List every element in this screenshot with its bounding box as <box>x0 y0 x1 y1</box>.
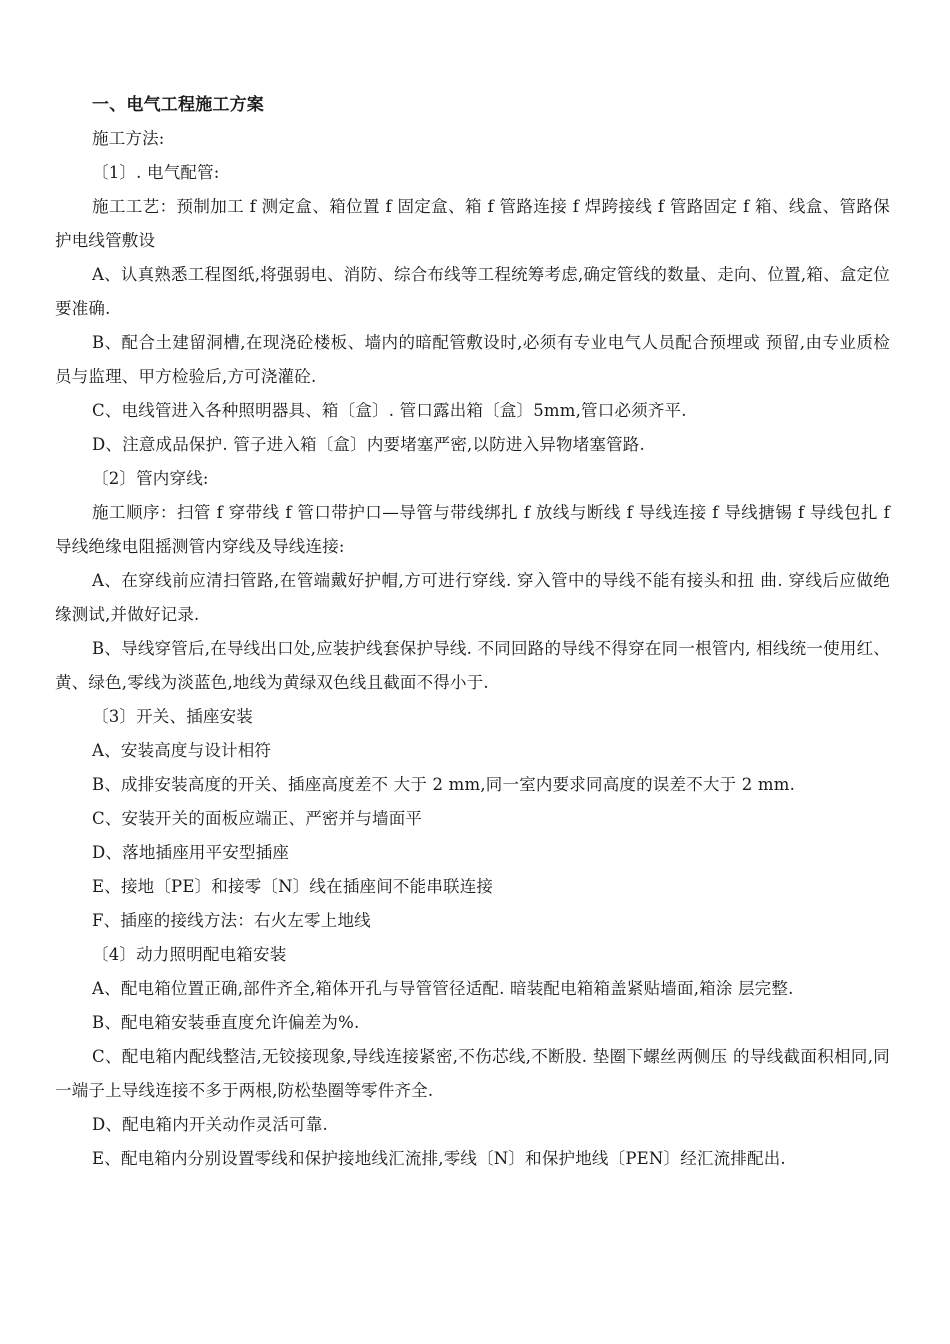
paragraph-conduit-process: 施工工艺：预制加工 f 测定盒、箱位置 f 固定盒、箱 f 管路连接 f 焊跨接线 f 管路固定 f 箱、线盒、管路保护电线管敷设 <box>55 197 890 250</box>
paragraph-wiring-sequence: 施工顺序：扫管 f 穿带线 f 管口带护口—导管与带线绑扎 f 放线与断线 f 导线连接 f 导线搪锡 f 导线包扎 f 导线绝缘电阻摇测管内穿线及导线连接: <box>55 503 890 556</box>
paragraph-wiring-b: B、导线穿管后,在导线出口处,应装护线套保护导线. 不同回路的导线不得穿在同一根管内, 相线统一使用红、黄、绿色,零线为淡蓝色,地线为黄绿双色线且截面不得小于. <box>55 639 890 692</box>
paragraph-subheading-wiring: 〔2〕管内穿线: <box>92 469 209 488</box>
section-heading: 一、电气工程施工方案 <box>92 95 264 115</box>
paragraph-box-a: A、配电箱位置正确,部件齐全,箱体开孔与导管管径适配. 暗装配电箱箱盖紧贴墙面,箱涂 层完整. <box>92 979 794 998</box>
paragraph-switches-a: A、安装高度与设计相符 <box>92 741 272 760</box>
paragraph-conduit-d: D、注意成品保护. 管子进入箱〔盒〕内要堵塞严密,以防进入异物堵塞管路. <box>92 435 645 454</box>
paragraph-switches-f: F、插座的接线方法：右火左零上地线 <box>92 911 371 930</box>
paragraph-switches-d: D、落地插座用平安型插座 <box>92 843 290 862</box>
paragraph-conduit-b: B、配合土建留洞槽,在现浇砼楼板、墙内的暗配管敷设时,必须有专业电气人员配合预埋或 预留,由专业质检员与监理、甲方检验后,方可浇灌砼. <box>55 333 890 386</box>
paragraph-box-c: C、配电箱内配线整洁,无铰接现象,导线连接紧密,不伤芯线,不断股. 垫圈下螺丝两侧压 的导线截面积相同,同一端子上导线连接不多于两根,防松垫圈等零件齐全. <box>55 1047 890 1100</box>
paragraph-box-b: B、配电箱安装垂直度允许偏差为%. <box>92 1013 360 1032</box>
paragraph-construction-method: 施工方法: <box>92 129 165 148</box>
paragraph-conduit-c: C、电线管进入各种照明器具、箱〔盒〕. 管口露出箱〔盒〕5mm,管口必须齐平. <box>92 401 687 420</box>
paragraph-box-e: E、配电箱内分别设置零线和保护接地线汇流排,零线〔N〕和保护地线〔PEN〕经汇流排配出. <box>92 1149 786 1168</box>
paragraph-wiring-a: A、在穿线前应清扫管路,在管端戴好护帽,方可进行穿线. 穿入管中的导线不能有接头和扭 曲. 穿线后应做绝缘测试,并做好记录. <box>55 571 890 624</box>
paragraph-switches-b: B、成排安装高度的开关、插座高度差不 大于 2 mm,同一室内要求同高度的误差不大于 2 mm. <box>92 775 796 794</box>
paragraph-box-d: D、配电箱内开关动作灵活可靠. <box>92 1115 328 1134</box>
paragraph-subheading-distribution-box: 〔4〕动力照明配电箱安装 <box>92 945 287 964</box>
paragraph-switches-e: E、接地〔PE〕和接零〔N〕线在插座间不能串联连接 <box>92 877 494 896</box>
paragraph-conduit-a: A、认真熟悉工程图纸,将强弱电、消防、综合布线等工程统筹考虑,确定管线的数量、走向、位置,箱、盒定位要准确. <box>55 265 890 318</box>
paragraph-switches-c: C、安装开关的面板应端正、严密并与墙面平 <box>92 809 423 828</box>
paragraph-subheading-conduit: 〔1〕. 电气配管: <box>92 163 220 182</box>
paragraph-subheading-switches: 〔3〕开关、插座安装 <box>92 707 253 726</box>
document-body <box>55 88 890 1176</box>
